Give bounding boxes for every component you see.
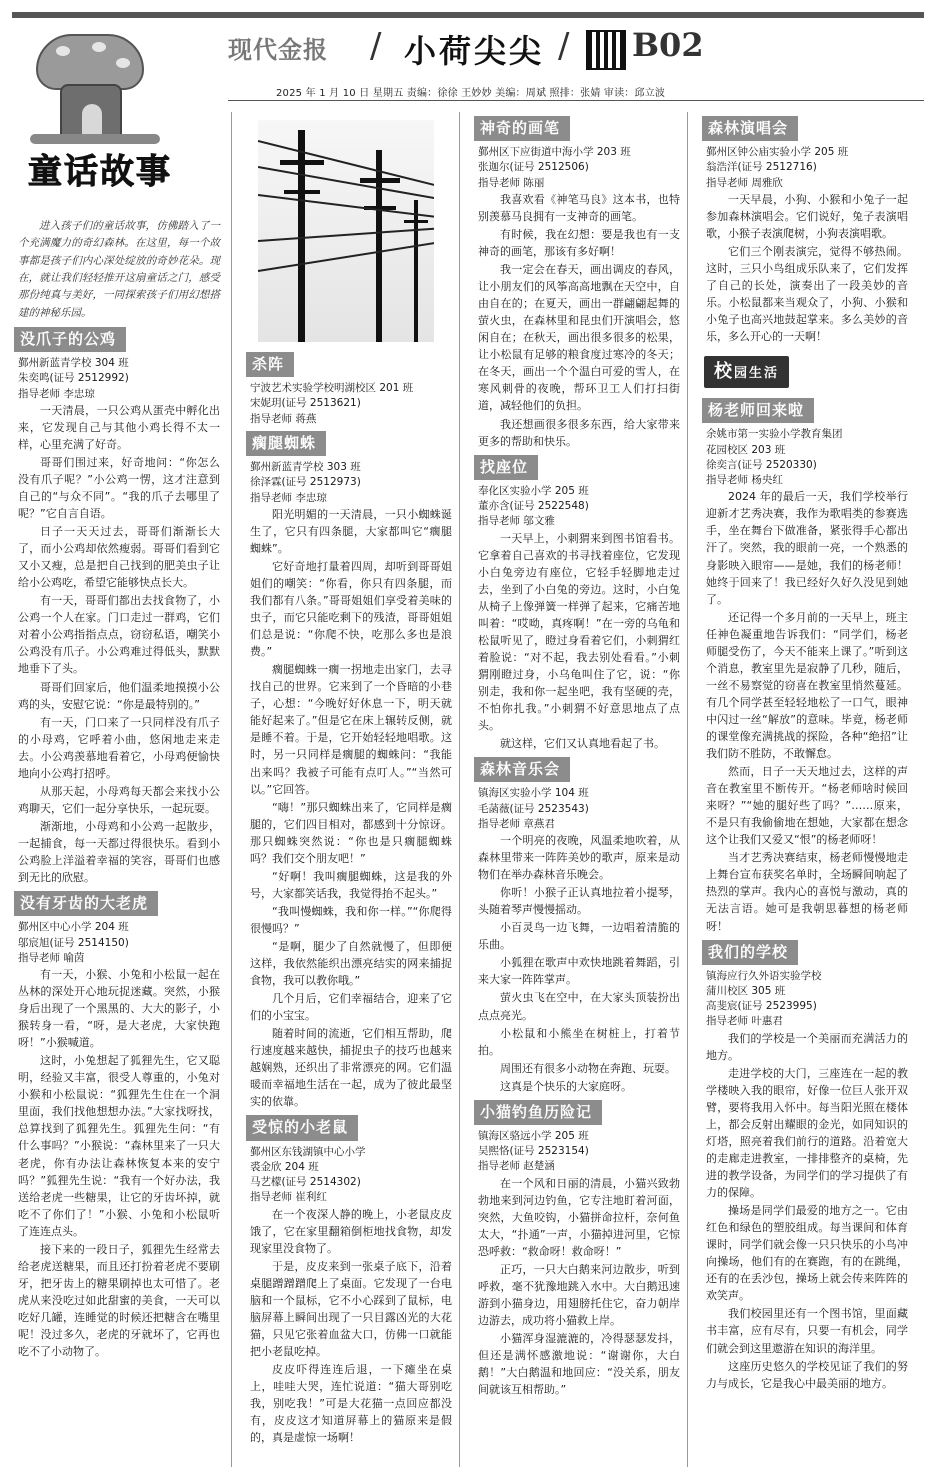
article-teacher: 指导老师 蒋燕 — [250, 412, 317, 425]
article-paragraph: 一天早晨，小狗、小猴和小兔子一起参加森林演唱会。它们说好，兔子表演唱歌，小猴子表演爬树，小狗表演唱歌。 — [706, 192, 908, 240]
article-author: 毛菡薇(证号 2523543) — [478, 802, 589, 815]
article-paragraph: “是啊，腿少了自然就慢了，但即便这样，我依然能织出漂亮结实的网来捕捉食物，我可以教你哦。” — [250, 939, 452, 988]
divider-slash-icon: / — [558, 26, 570, 66]
article-teacher: 指导老师 崔利红 — [250, 1191, 327, 1204]
article-paragraph: 在一个夜深人静的晚上，小老鼠皮皮饿了，它在家里翻箱倒柜地找食物，却发现家里没食物了。 — [250, 1207, 452, 1255]
article-paragraph: 于是，皮皮来到一张桌子底下，沿着桌腿蹭蹭蹭爬上了桌面。它发现了一台电脑和一个鼠标，它不小心踩到了鼠标，电脑屏幕上瞬间出现了一只目露凶光的大花猫，只见它张着血盆大口，仿佛一口就能把小老鼠吃掉。 — [250, 1259, 452, 1358]
article-school: 花园校区 203 班 — [706, 443, 786, 456]
article-author: 翁浩洋(证号 2512716) — [706, 161, 817, 174]
article-paragraph: 萤火虫飞在空中，在大家头顶装扮出点点亮光。 — [478, 991, 680, 1022]
article-author: 宋妮玥(证号 2513621) — [250, 397, 361, 410]
column-divider — [231, 112, 232, 1467]
article-title: 瘸腿蜘蛛 — [246, 431, 326, 456]
campus-badge-small: 园生活 — [734, 366, 780, 382]
article-paragraph: 一天清晨，一只公鸡从蛋壳中孵化出来，它发现自己与其他小鸡长得不太一样，心里充满了好奇。 — [18, 403, 220, 451]
article-author: 张迦尔(证号 2512506) — [478, 161, 589, 174]
column-divider — [687, 112, 688, 1467]
article-author: 邬宸旭(证号 2514150) — [18, 936, 129, 949]
article-paragraph: 瘸腿蜘蛛一瘸一拐地走出家门，去寻找自己的世界。它来到了一个昏暗的小巷子，心想：“今晚好好休息一下，明天就能好起来了。”但是它在床上辗转反侧，就是睡不着。于是，它开始轻轻地唱歌。这时，另一只同样是瘸腿的蜘蛛问：“我能出来吗？我被子可能有点叮人。”“当然可以。”它回答。 — [250, 663, 452, 796]
article-paragraph: 正巧，一只大白鹅来河边散步，听到呼救，毫不犹豫地跳入水中。大白鹅迅速游到小猫身边，用翅膀托住它，奋力朝岸边游去，成功将小猫救上岸。 — [478, 1262, 680, 1328]
article-paragraph: 操场是同学们最爱的地方之一。它由红色和绿色的塑胶组成。每当课间和体育课时，同学们就会像一只只快乐的小鸟冲向操场，他们有的在赛跑，有的在跳绳，还有的在丢沙包，操场上就会传来阵阵的欢笑声。 — [706, 1204, 908, 1303]
article-author: 吴熙恪(证号 2523154) — [478, 1145, 589, 1158]
article-author: 朱奕鸣(证号 2512992) — [18, 372, 129, 385]
article-paragraph: 还记得一个多月前的一天早上，班主任神色凝重地告诉我们：“同学们，杨老师腿受伤了，今天不能来上课了。”听到这个消息，教室里先是寂静了几秒，随后，一丝不易察觉的窃喜在教室里悄然蔓延。有几个同学甚至轻轻地松了一口气，眼神中闪过一丝“解放”的意味。毕竟，杨老师的课堂像充满挑战的探险，各种“绝招”让我们防不胜防，不敢懈怠。 — [706, 610, 908, 761]
column-4 — [706, 112, 908, 1393]
article-school: 镇海区骆远小学 205 班 — [478, 1129, 589, 1142]
article-paragraph: 哥哥们回家后，他们温柔地摸摸小公鸡的头，安慰它说：“你是最特别的。” — [18, 680, 220, 711]
article — [478, 1096, 680, 1399]
article-paragraph: 哥哥们围过来，好奇地问：“你怎么没有爪子呢？”小公鸡一愣，这才注意到自己的“与众不同”。“我的爪子去哪里了呢？”它自言自语。 — [18, 455, 220, 521]
article-paragraph: 周围还有很多小动物在奔跑、玩耍。 — [500, 1061, 676, 1075]
article-author: 徐泽霖(证号 2512973) — [250, 476, 361, 489]
article — [478, 112, 680, 450]
article-paragraph: 走进学校的大门，三座连在一起的教学楼映入我的眼帘，好像一位巨人张开双臂，要将我用入怀中。每当阳光照在楼体上，都会反射出耀眼的金光，如同知识的灯塔，照亮着我们前行的道路。沿着宽大的走廊走进教室，一排排整齐的桌椅，先进的教学设备，为同学们的学习提供了有力的保障。 — [706, 1066, 908, 1200]
article-paragraph: 一个明亮的夜晚，风温柔地吹着，从森林里带来一阵阵美妙的歌声，原来是动物们在举办森林音乐晚会。 — [478, 834, 680, 882]
article-paragraph: 然而，日子一天天地过去，这样的声音在教室里不断传开。“杨老师啥时候回来呀？”“她的腿好些了吗？”……原来，不是只有我偷偷地在想她，大家都在想念这个让我们又爱又“恨”的杨老师呀！ — [706, 765, 908, 847]
page-number: B02 — [632, 26, 704, 64]
article-school: 鄞州区钟公庙实验小学 205 班 — [706, 146, 849, 159]
article-title: 森林音乐会 — [474, 757, 570, 782]
top-rule — [12, 12, 924, 18]
article-title: 没有牙齿的大老虎 — [14, 891, 158, 916]
article-paragraph: 从那天起，小母鸡每天都会来找小公鸡聊天，它们一起分享快乐，一起玩耍。 — [18, 784, 220, 815]
article-paragraph: 我还想画很多很多东西，给大家带来更多的帮助和快乐。 — [478, 417, 680, 448]
article — [250, 120, 452, 427]
campus-life-badge — [704, 356, 789, 388]
article-paragraph: “我叫慢蜘蛛，我和你一样。”“你爬得很慢吗？” — [250, 904, 452, 935]
article-paragraph: 这座历史悠久的学校见证了我们的努力与成长，它是我心中最美丽的地方。 — [706, 1359, 908, 1390]
column-2 — [250, 112, 452, 1447]
article-author: 马艺檬(证号 2514302) — [250, 1176, 361, 1189]
article-school: 鄞州新蓝青学校 304 班 — [18, 357, 129, 370]
article-paragraph: 阳光明媚的一天清晨，一只小蜘蛛诞生了，它只有四条腿，大家都叫它“瘸腿蜘蛛”。 — [250, 507, 452, 555]
power-poles-painting — [258, 120, 434, 342]
article — [18, 887, 220, 1360]
intro-text: 进入孩子们的童话故事，仿佛踏入了一个充满魔力的奇幻森林。在这里，每一个故事都是孩子们内心深处绽放的奇妙花朵。现在，就让我们轻轻推开这扇童话之门，感受那份纯真与美好，一同探索孩子们用幻想搭建的神秘乐园。 — [18, 220, 220, 319]
article-title: 小猫钓鱼历险记 — [474, 1100, 602, 1125]
article-paragraph: 接下来的一段日子，狐狸先生经常去给老虎送糖果，而且还打扮着老虎不要刷牙，把牙齿上的糖果刷掉也太可惜了。老虎从来没吃过如此甜蜜的美食，一天可以吃好几罐，连睡觉的时候还把糖含在嘴里呢！没过多久，老虎的牙就坏了，它再也吃不了小动物了。 — [18, 1242, 220, 1359]
article-paragraph: 2024 年的最后一天，我们学校举行迎新才艺秀决赛，我作为歌唱类的参赛选手，坐在舞台下做准备，紧张得手心都出汗了。突然，我的眼前一亮，一个熟悉的身影映入眼帘——是她，我们的杨老师！她终于回来了！我已经好久好久没见到她了。 — [706, 490, 908, 606]
article-paragraph: 在一个风和日丽的清晨，小猫兴致勃勃地来到河边钓鱼，它专注地盯着河面，突然，大鱼咬钩，小猫拼命拉杆，奈何鱼太大，“扑通”一声，小猫掉进河里，它惊恐呼救：“救命呀！救命呀！” — [478, 1176, 680, 1258]
article-paragraph: 这时，小兔想起了狐狸先生，它又聪明，经验又丰富，很受人尊重的，小兔对小猴和小松鼠说：“狐狸先生住在一个洞里面，我们找他想想办法。”大家找呀找，总算找到了狐狸先生。狐狸先生问：“有什么事吗？”小猴说：“森林里来了一只大老虎，你有办法让森林恢复本来的安宁吗？”狐狸先生说：“我有一个好办法，我送给老虎一些糖果，让它的牙齿坏掉，就吃不了你们了！”小猴、小兔和小松鼠听了连连点头。 — [18, 1054, 220, 1238]
article-author: 董亦含(证号 2522548) — [478, 500, 589, 513]
article-paragraph: 随着时间的流逝，它们相互帮助，爬行速度越来越快，捕捉虫子的技巧也越来越娴熟，还织出了非常漂亮的网。它们温暖而幸福地生活在一起，成为了彼此最坚实的依靠。 — [250, 1027, 452, 1109]
article-paragraph: 我一定会在春天，画出调皮的春风，让小朋友们的风筝高高地飘在天空中，自由自在的；在夏天，画出一群翩翩起舞的萤火虫，在森林里和昆虫们开演唱会，悠闲自在；在秋天，画出很多很多的松果，让小松鼠有足够的粮食度过寒冷的冬天；在冬天，画出一个个温白可爱的雪人，在寒风刺骨的夜晚，帮环卫工人们打扫街道，减轻他们的负担。 — [478, 263, 680, 413]
paper-name: 现代金报 — [228, 35, 328, 64]
article-teacher: 指导老师 李忠琼 — [18, 387, 95, 400]
article-paragraph: 当才艺秀决赛结束，杨老师慢慢地走上舞台宣布获奖名单时，全场瞬间响起了热烈的掌声。我内心的喜悦与激动，真的无法言语。她可是我朝思暮想的杨老师呀！ — [706, 851, 908, 933]
article-paragraph: 小狐狸在歌声中欢快地跳着舞蹈，引来大家一阵阵掌声。 — [478, 956, 680, 987]
article-school: 奉化区实验小学 205 班 — [478, 484, 589, 497]
article-paragraph: 有一天，哥哥们都出去找食物了，小公鸡一个人在家。门口走过一群鸡，它们对着小公鸡指指点点，窃窃私语，嘲笑小公鸡没有爪子。小公鸡难过得低头，默默地垂下了头。 — [18, 594, 220, 676]
article — [250, 427, 452, 1111]
article-author: 裘金欣 204 班 — [250, 1160, 319, 1173]
article-title: 森林演唱会 — [702, 116, 798, 141]
article-paragraph: 小百灵鸟一边飞舞，一边唱着清脆的乐曲。 — [478, 921, 680, 952]
article-title: 杀阵 — [246, 352, 294, 377]
article-title: 受惊的小老鼠 — [246, 1115, 358, 1140]
article — [250, 1111, 452, 1446]
article-school: 镇海应行久外语实验学校 — [706, 969, 822, 982]
article — [706, 936, 908, 1392]
article-author: 徐奕言(证号 2520330) — [706, 458, 817, 471]
column-title: 童话故事 — [28, 152, 172, 192]
qr-code-icon — [586, 30, 626, 70]
article-teacher: 指导老师 周雅欣 — [706, 176, 783, 189]
article-paragraph: 皮皮吓得连连后退，一下瘫坐在桌上，哇哇大哭，连忙说道：“猫大哥别吃我，别吃我！”可是大花猫一点回应都没有，皮皮这才知道屏幕上的猫原来是假的，真是虚惊一场啊！ — [250, 1363, 452, 1445]
article-paragraph: 它们三个刚表演完，觉得不够热闹。这时，三只小鸟组成乐队来了，它们发挥了自己的长处，演奏出了一段美妙的音乐。小松鼠都来当观众了，小狗、小猴和小兔子也高兴地鼓起掌来。多么美妙的音乐，多么开心的一天啊！ — [706, 245, 908, 344]
article-paragraph: 一天早上，小刺猬来到图书馆看书。它拿着自己喜欢的书寻找着座位，它发现小白兔旁边有座位，它轻手轻脚地走过去，坐到了小白兔的旁边。这时，小白兔从椅子上像弹簧一样弹了起来，它痛苦地叫着：“哎呦，真疼啊！”在一旁的乌龟和松鼠听见了，瞪过身看着它们，小刺猬红着脸说：“对不起，我去别处看看。”小刺猬刚瞪过身，小乌龟叫住了它，说：“你别走，我和你一起坐吧，我有坚硬的壳，不怕你扎我。”小刺猬不好意思地点了点头。 — [478, 531, 680, 733]
article-paragraph: “嗨！”那只蜘蛛出来了，它同样是瘸腿的，它们四目相对，都感到十分惊讶。那只蜘蛛突然说：“你也是只瘸腿蜘蛛吗？我们交个朋友吧！” — [250, 800, 452, 865]
article-title: 我们的学校 — [702, 940, 798, 965]
article-teacher: 指导老师 喻茵 — [18, 951, 85, 964]
article-paragraph: 这真是个快乐的大家庭呀。 — [500, 1079, 632, 1093]
article-title: 没爪子的公鸡 — [14, 327, 126, 352]
article-school: 镇海区实验小学 104 班 — [478, 787, 589, 800]
article-paragraph: 几个月后，它们幸福结合，迎来了它们的小宝宝。 — [250, 992, 452, 1023]
article-title: 杨老师回来啦 — [702, 398, 814, 423]
column-logo — [18, 28, 220, 218]
article-school: 鄞州区下应街道中海小学 203 班 — [478, 146, 631, 159]
article-paragraph: 我们的学校是一个美丽而充满活力的地方。 — [706, 1031, 908, 1062]
column-divider — [459, 112, 460, 1467]
article-teacher: 指导老师 章燕君 — [478, 817, 555, 830]
section-name: 小荷尖尖 — [404, 32, 545, 70]
campus-badge-big: 校 — [714, 361, 734, 383]
article-paragraph: 你听！小猴子正认真地拉着小提琴，头随着琴声慢慢摇动。 — [478, 886, 680, 917]
column-1 — [18, 28, 220, 1361]
article-school: 鄞州新蓝青学校 303 班 — [250, 461, 361, 474]
article-teacher: 指导老师 李忠琼 — [250, 491, 327, 504]
divider-slash-icon: / — [370, 26, 382, 66]
article-paragraph: 小松鼠和小熊坐在树桩上，打着节拍。 — [478, 1026, 680, 1057]
article — [478, 753, 680, 1095]
article-paragraph: 日子一天天过去，哥哥们渐渐长大了，而小公鸡却依然瘦弱。哥哥们看到它又小又瘦，总是把自己找到的肥美虫子让给小公鸡吃，希望它能够快点长大。 — [18, 525, 220, 590]
article-title: 找座位 — [474, 455, 538, 480]
article-teacher: 指导老师 杨央红 — [706, 474, 783, 487]
article — [706, 394, 908, 934]
article-school: 蒲川校区 305 班 — [706, 985, 786, 998]
article-paragraph: 我喜欢看《神笔马良》这本书，也特别羡慕马良拥有一支神奇的画笔。 — [478, 192, 680, 223]
header-rule — [228, 100, 924, 101]
masthead — [228, 26, 708, 76]
article-school: 宁波艺术实验学校明湖校区 201 班 — [250, 382, 414, 395]
article-title: 神奇的画笔 — [474, 116, 570, 141]
article-teacher: 指导老师 陈丽 — [478, 176, 545, 189]
article — [478, 451, 680, 753]
article-paragraph: 有一天，小猴、小兔和小松鼠一起在丛林的深处开心地玩捉迷藏。突然，小猴身后出现了一个黑黑的、大大的影子，小猴转身一看，“呀，是大老虎，大家快跑呀！”小猴喊道。 — [18, 968, 220, 1050]
article-paragraph: 渐渐地，小母鸡和小公鸡一起散步，一起捕食，每一天都过得很快乐。看到小公鸡脸上洋溢着幸福的笑容，哥哥们也感到无比的欣慰。 — [18, 819, 220, 885]
article-teacher: 指导老师 赵楚涵 — [478, 1160, 555, 1173]
article-paragraph: 有一天，门口来了一只同样没有爪子的小母鸡，它呼着小曲，悠闲地走来走去。小公鸡羡慕地看着它，小母鸡便愉快地向小公鸡打招呼。 — [18, 715, 220, 780]
article-teacher: 指导老师 叶惠君 — [706, 1015, 783, 1028]
article-paragraph: 我们校园里还有一个图书馆，里面藏书丰富，应有尽有，只要一有机会，同学们就会到这里遨游在知识的海洋里。 — [706, 1307, 908, 1355]
article-paragraph: 小猫浑身湿漉漉的，冷得瑟瑟发抖，但还是满怀感激地说：“谢谢你，大白鹅！”大白鹅温和地回应：“没关系，朋友间就该互相帮助。” — [478, 1332, 680, 1397]
article — [18, 323, 220, 886]
article-teacher: 指导老师 邬文雅 — [478, 515, 555, 528]
article-paragraph: 有时候，我在幻想：要是我也有一支神奇的画笔，那该有多好啊！ — [478, 228, 680, 259]
article-school: 余姚市第一实验小学教育集团 — [706, 428, 843, 441]
dateline: 2025 年 1 月 10 日 星期五 责编：徐徐 王妙妙 美编：周斌 照排：张婧 审读：邱立波 — [276, 88, 666, 99]
article-author: 高斐宸(证号 2523995) — [706, 1000, 817, 1013]
article-paragraph: 它好奇地打量着四周，却听到哥哥姐姐们的嘲笑：“你看，你只有四条腿，而我们都有八条。”哥哥姐姐们享受着美味的虫子，而它只能吃剩下的残渣，哥哥姐姐们总是说：“你爬不快，吃那么多也是浪费。” — [250, 559, 452, 659]
article-paragraph: 就这样，它们又认真地看起了书。 — [500, 737, 665, 751]
mushroom-house-icon — [30, 34, 150, 144]
column-3 — [478, 112, 680, 1399]
article — [706, 112, 908, 345]
article-school: 鄞州区东钱湖镇中心小学 — [250, 1145, 366, 1158]
article-paragraph: “好啊！我叫瘸腿蜘蛛，这是我的外号，大家都笑话我，我觉得抬不起头。” — [250, 869, 452, 900]
article-school: 鄞州区中心小学 204 班 — [18, 921, 129, 934]
